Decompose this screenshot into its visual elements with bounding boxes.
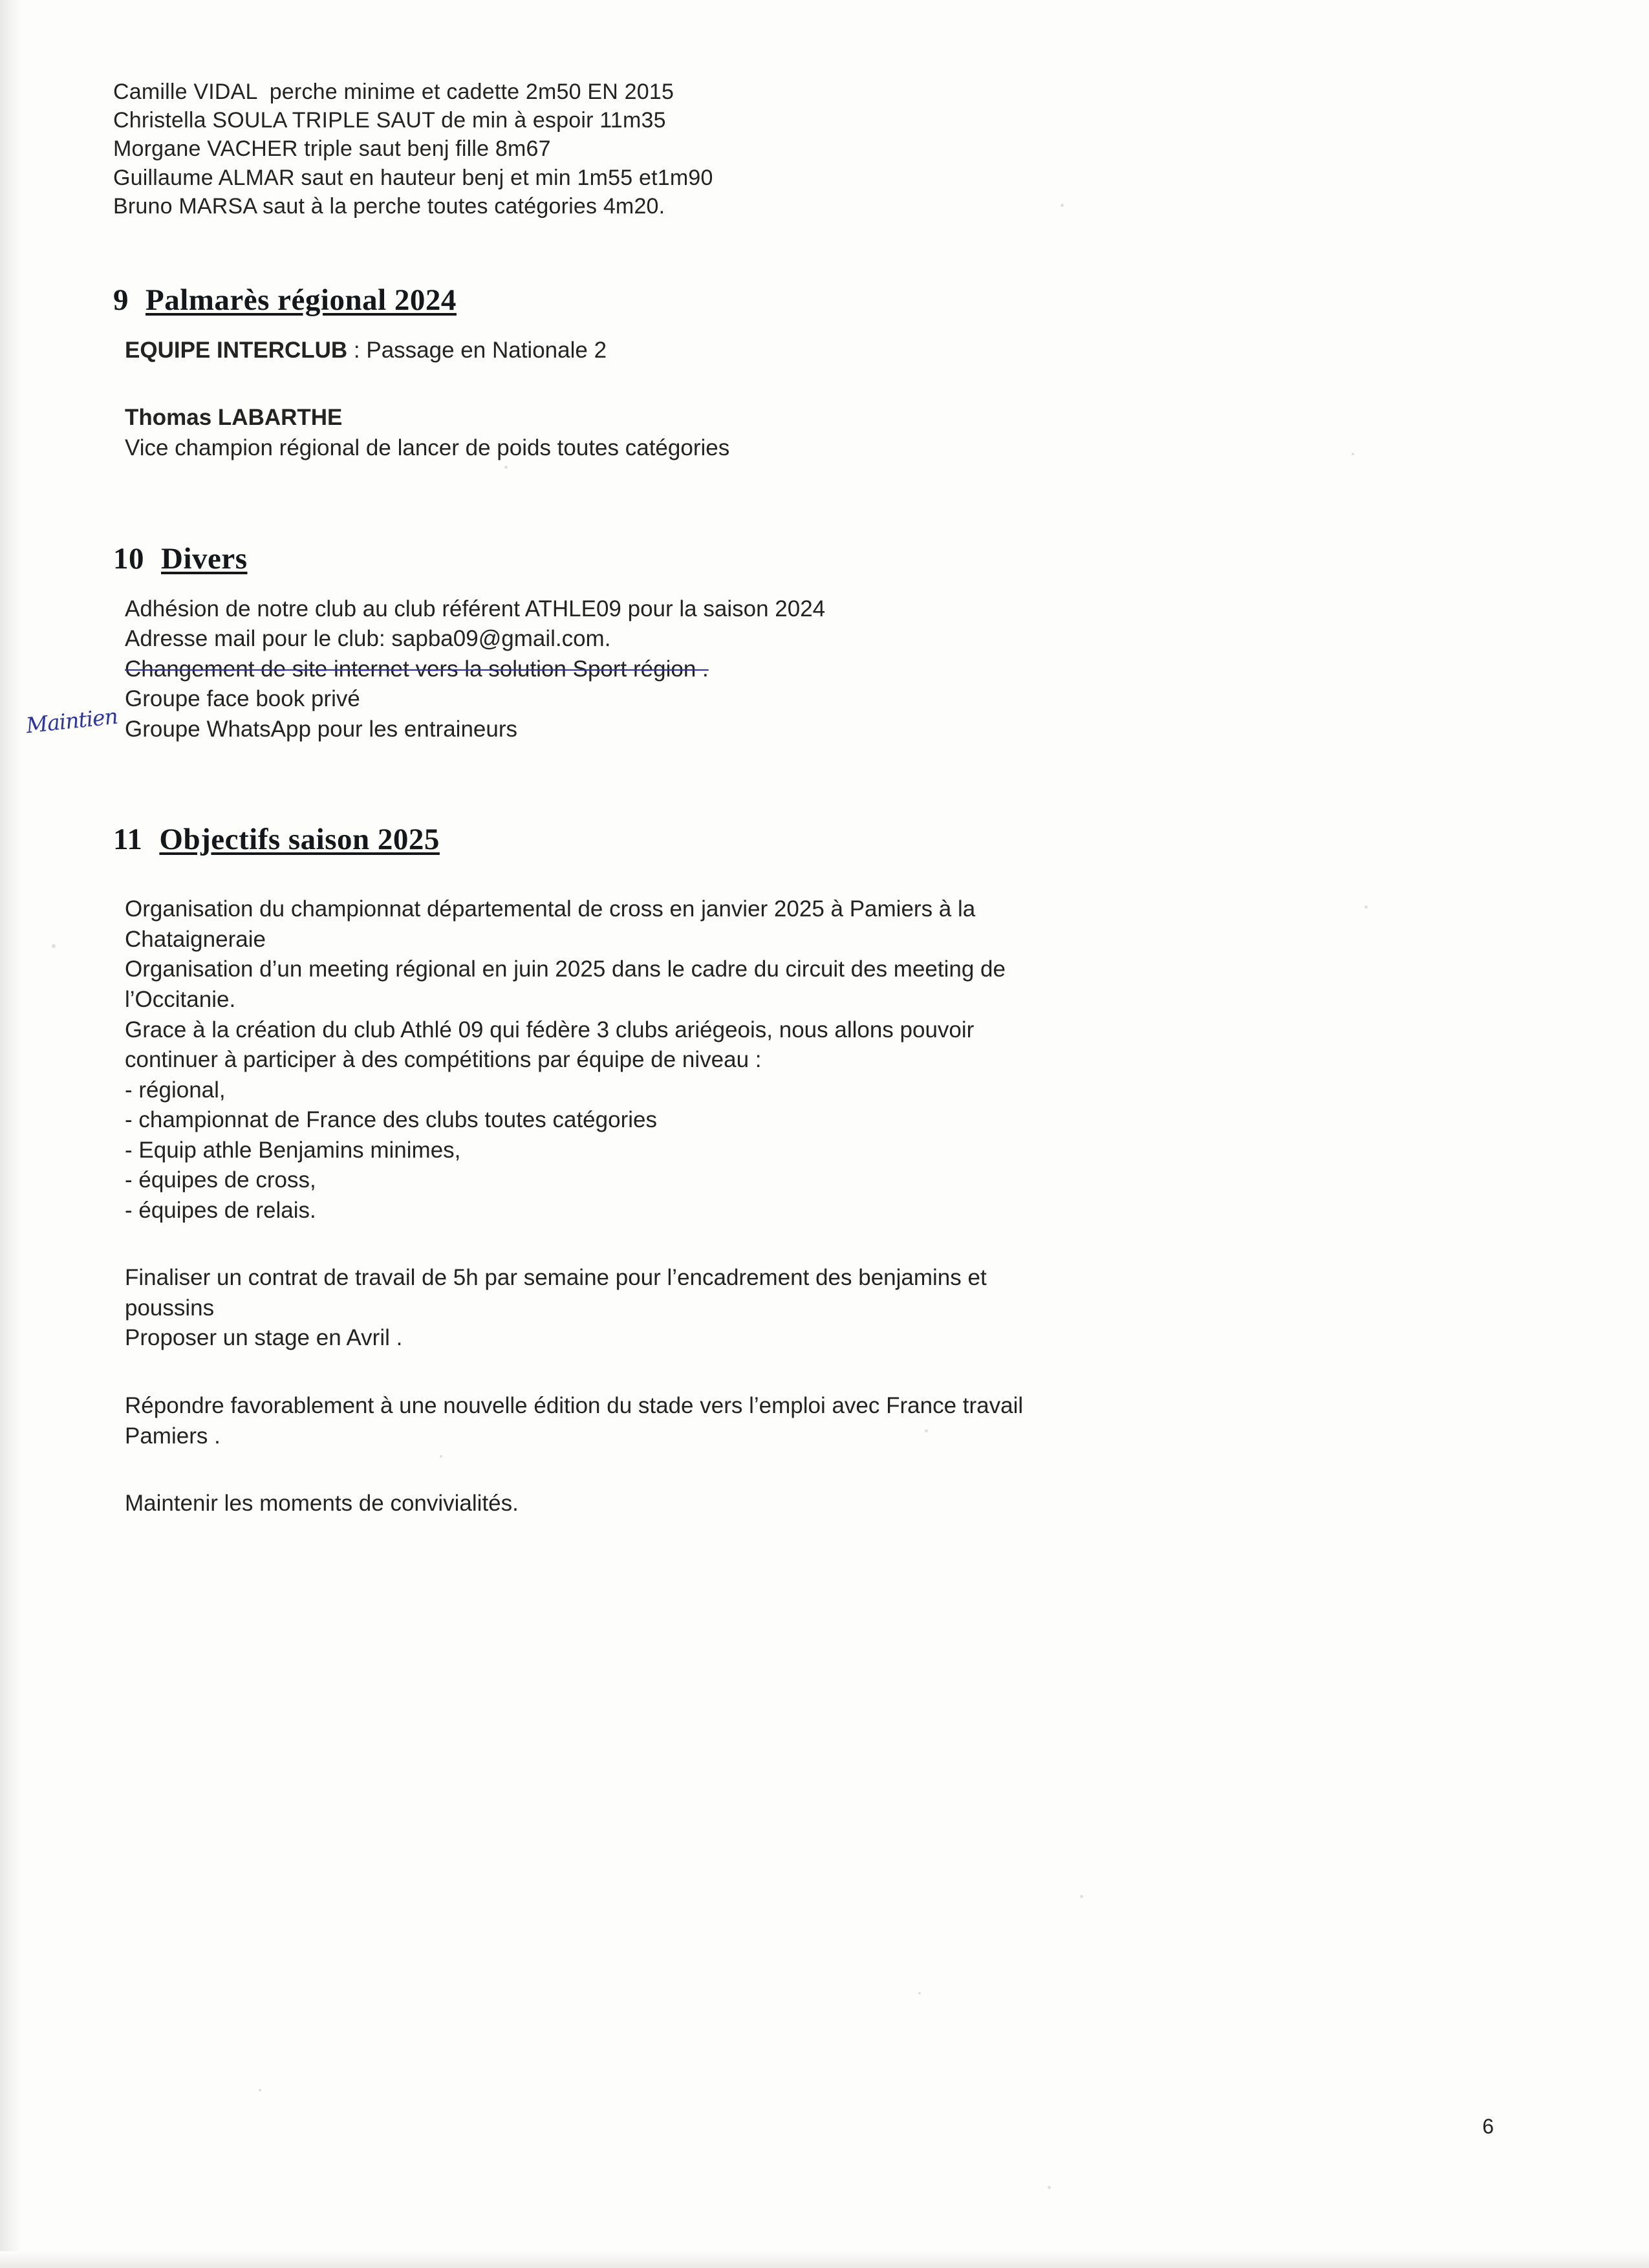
objectifs-paragraph <box>125 894 1491 1226</box>
section-palmares <box>113 283 1491 464</box>
record-line: Morgane VACHER triple saut benj fille 8m67 <box>113 136 551 162</box>
objectifs-line: Répondre favorablement à une nouvelle édition du stade vers l’emploi avec France travail <box>125 1392 1024 1418</box>
objectifs-line: continuer à participer à des compétitions par équipe de niveau : <box>125 1047 762 1073</box>
objectifs-paragraph <box>125 1263 1491 1354</box>
objectifs-bullet: - championnat de France des clubs toutes catégories <box>125 1107 657 1133</box>
objectifs-bullet: - équipes de relais. <box>125 1197 316 1223</box>
section-number: 9 <box>113 283 129 317</box>
interclub-label: EQUIPE INTERCLUB <box>125 337 348 363</box>
handwritten-annotation: Maintien <box>25 703 119 739</box>
section-heading <box>113 283 1491 318</box>
scan-edge-bottom <box>0 2251 1649 2268</box>
section-objectifs <box>113 822 1491 1518</box>
objectifs-line: Organisation du championnat départemental de cross en janvier 2025 à Pamiers à la <box>125 896 976 922</box>
divers-line: Groupe WhatsApp pour les entraineurs <box>125 716 517 742</box>
objectifs-line: Maintenir les moments de convivialités. <box>125 1491 519 1517</box>
divers-list <box>125 594 1491 745</box>
section-number: 10 <box>113 541 144 576</box>
section-heading <box>113 822 1491 857</box>
objectifs-line: Grace à la création du club Athlé 09 qui fédère 3 clubs ariégeois, nous allons pouvoir <box>125 1017 975 1042</box>
objectifs-line: Organisation d’un meeting régional en juin 2025 dans le cadre du circuit des meeting de <box>125 956 1006 982</box>
athlete-title: Vice champion régional de lancer de poids toutes catégories <box>125 435 730 461</box>
record-line: Christella SOULA TRIPLE SAUT de min à espoir 11m35 <box>113 108 666 133</box>
section-title: Divers <box>161 541 248 576</box>
page-number: 6 <box>1482 2115 1494 2138</box>
section-title: Palmarès régional 2024 <box>146 283 457 317</box>
section-divers <box>113 541 1491 745</box>
objectifs-bullet: - régional, <box>125 1077 226 1103</box>
objectifs-line: l’Occitanie. <box>125 986 236 1012</box>
interclub-value: : Passage en Nationale 2 <box>347 337 607 363</box>
athlete-name-text: Thomas LABARTHE <box>125 405 343 431</box>
objectifs-line: Finaliser un contrat de travail de 5h par semaine pour l’encadrement des benjamins et <box>125 1265 987 1291</box>
scan-speck <box>1048 2186 1051 2189</box>
record-line: Bruno MARSA saut à la perche toutes catégories 4m20. <box>113 193 665 219</box>
scan-speck <box>52 944 56 948</box>
scan-speck <box>1080 1895 1083 1898</box>
objectifs-line: Chataigneraie <box>125 926 266 952</box>
objectifs-bullet: - équipes de cross, <box>125 1167 316 1193</box>
divers-line: Adresse mail pour le club: sapba09@gmail.com. <box>125 626 611 652</box>
scan-speck <box>918 1992 921 1994</box>
divers-line-struck: Changement de site internet vers la solution Sport région . <box>125 656 709 682</box>
athlete-name <box>125 403 1491 433</box>
objectifs-paragraph <box>125 1391 1491 1451</box>
objectifs-line: poussins <box>125 1295 215 1321</box>
divers-line: Adhésion de notre club au club référent ATHLE09 pour la saison 2024 <box>125 596 826 621</box>
scan-edge-left <box>0 0 22 2268</box>
records-list <box>113 78 1491 221</box>
record-line: Camille VIDAL perche minime et cadette 2m50 EN 2015 <box>113 80 674 104</box>
document-body <box>113 78 1491 1519</box>
objectifs-paragraph <box>125 1489 1491 1519</box>
interclub-line <box>125 336 1491 366</box>
divers-line: Groupe face book privé <box>125 686 360 712</box>
scan-speck <box>259 2089 261 2091</box>
objectifs-line: Pamiers . <box>125 1423 221 1449</box>
record-line: Guillaume ALMAR saut en hauteur benj et min 1m55 et1m90 <box>113 165 713 190</box>
section-heading <box>113 541 1491 576</box>
objectifs-line: Proposer un stage en Avril . <box>125 1325 403 1351</box>
section-title: Objectifs saison 2025 <box>159 823 440 857</box>
section-number: 11 <box>113 823 143 857</box>
objectifs-bullet: - Equip athle Benjamins minimes, <box>125 1137 461 1163</box>
